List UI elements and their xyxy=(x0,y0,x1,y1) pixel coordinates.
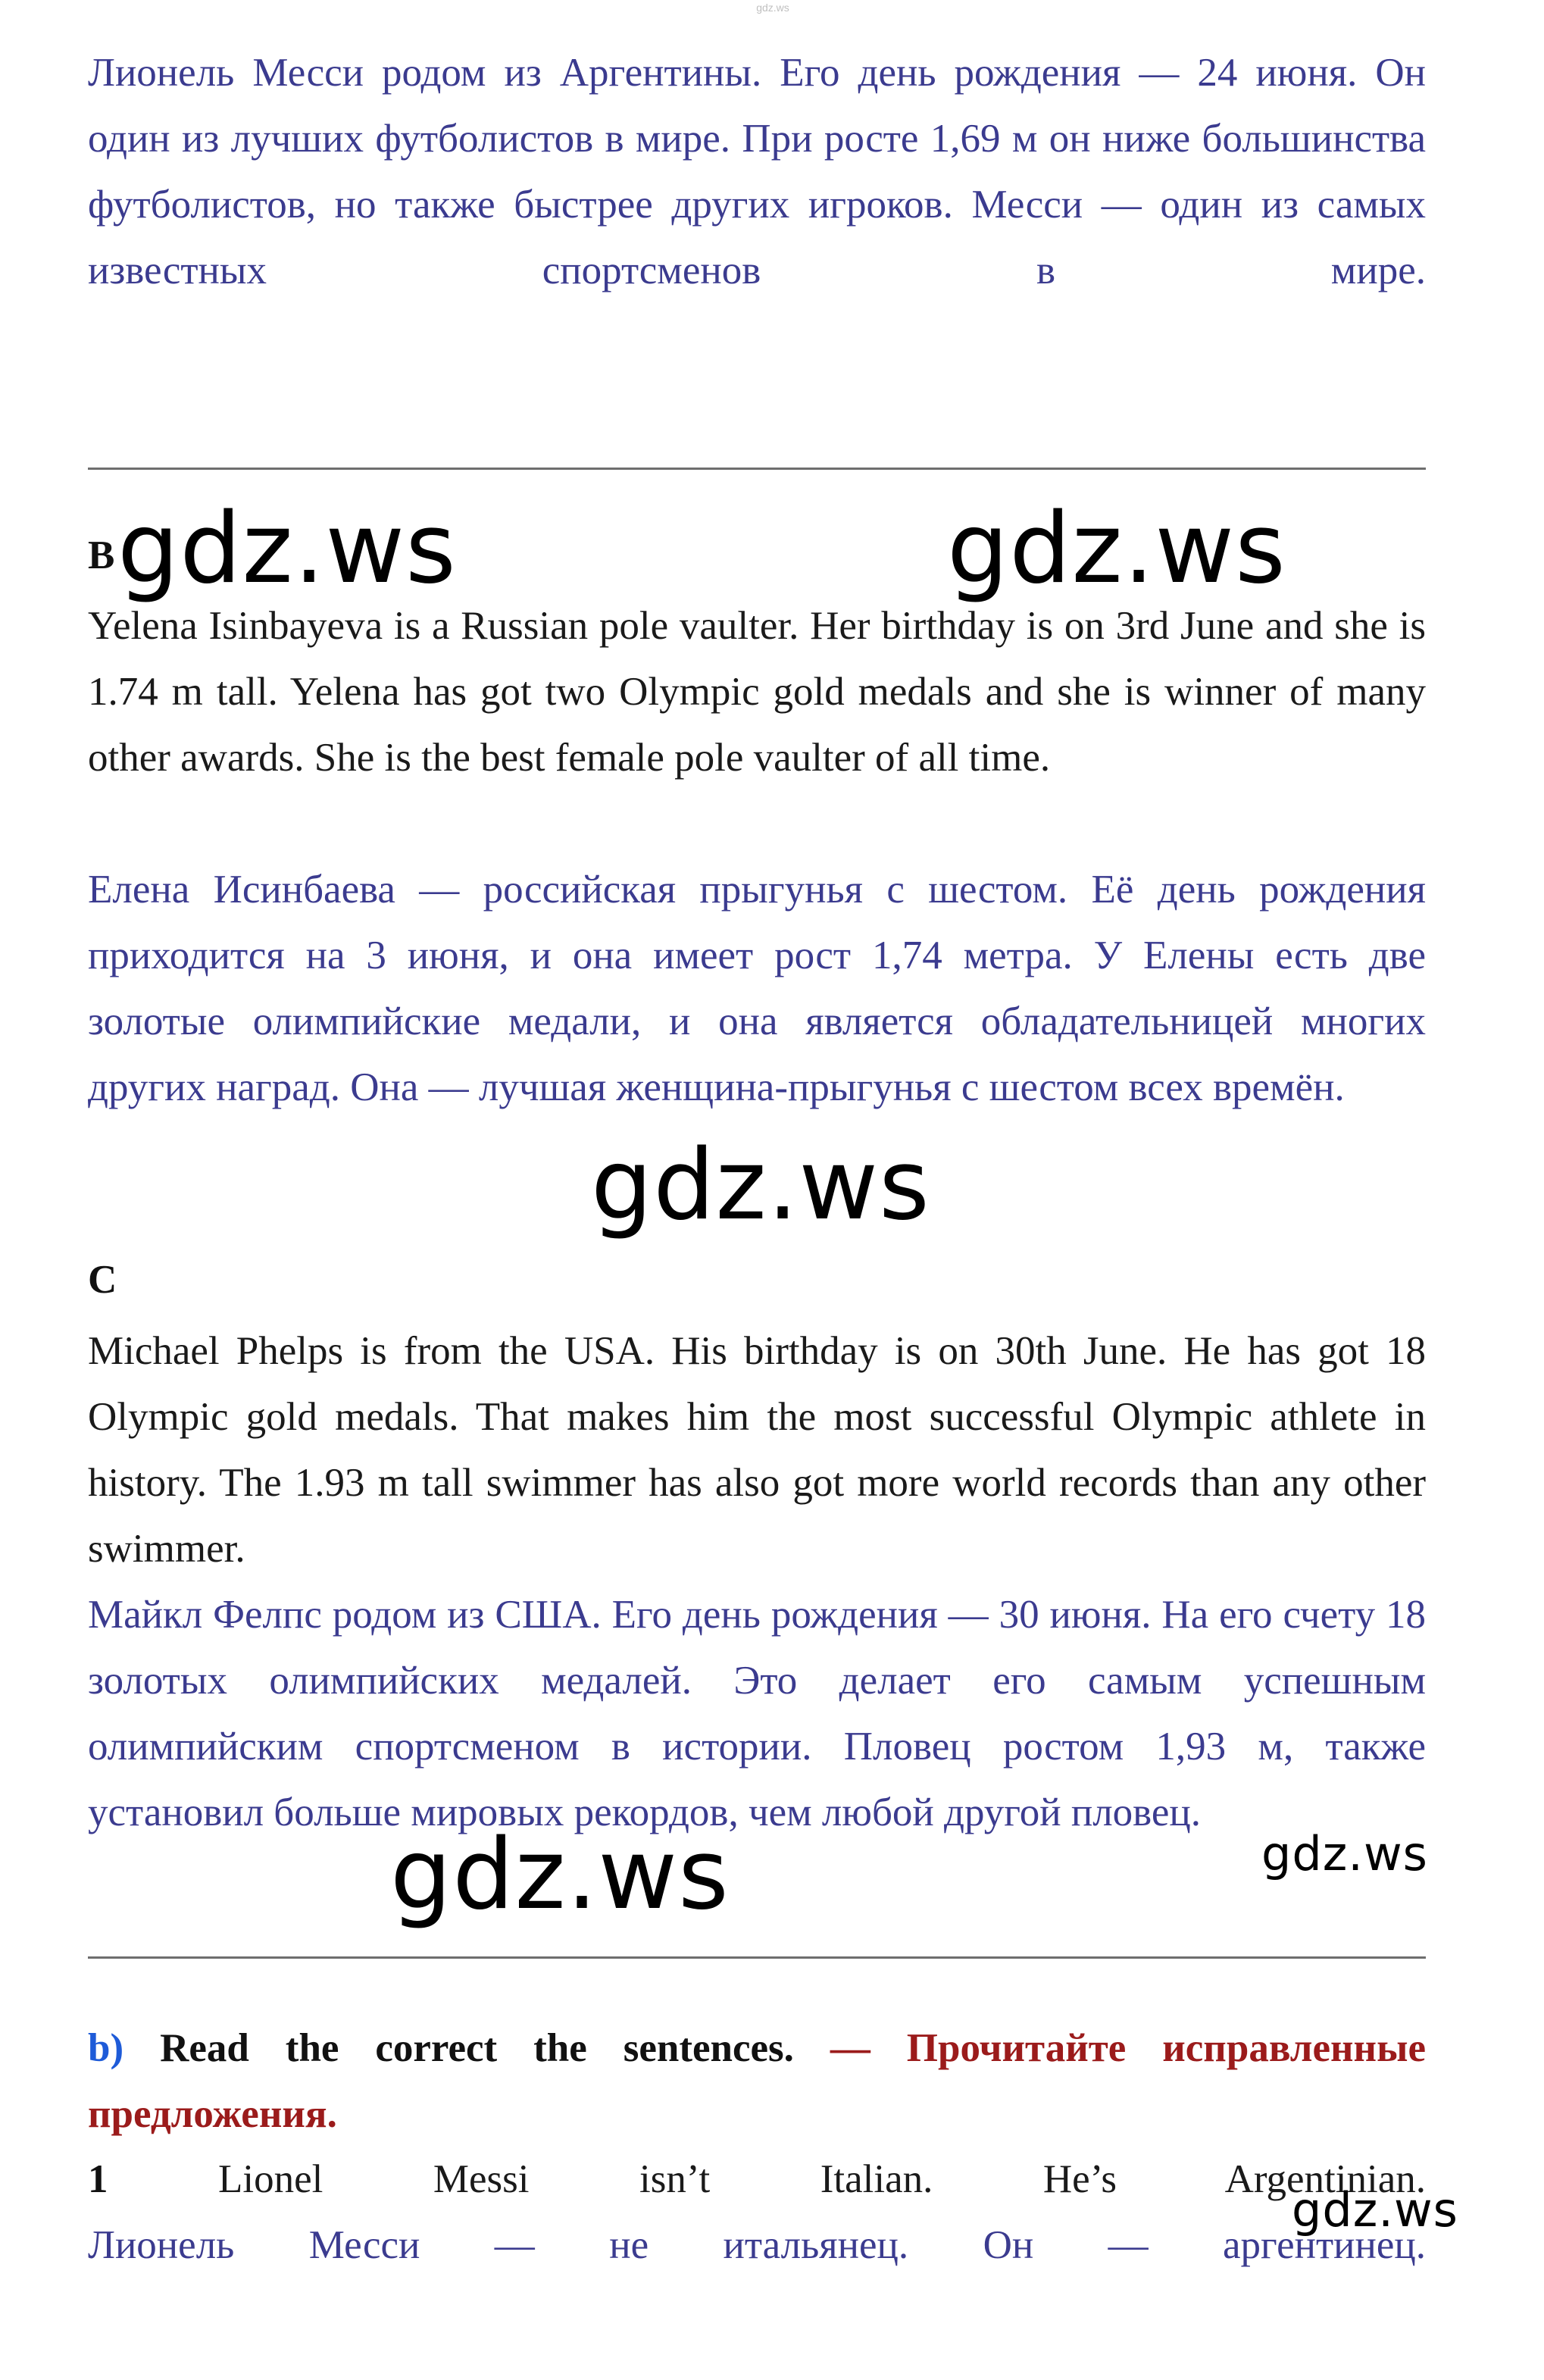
task-b-dash: — xyxy=(830,2026,870,2070)
divider-1 xyxy=(88,468,1426,470)
task-b-russian: Прочитайте исправленные предложения. xyxy=(88,2026,1426,2136)
watermark: gdz.ws xyxy=(117,493,457,605)
section-letter-c: C xyxy=(88,1258,117,1302)
watermark: gdz.ws xyxy=(1261,1826,1428,1881)
divider-2 xyxy=(88,1956,1426,1959)
messi-translation: Лионель Месси родом из Аргентины. Его день рождения — 24 июня. Он один из лучших футболистов в мире. При росте 1,69 м он ниже большинства футболистов, но также быстрее других игроков. Месси — один из самых известных спортсменов в мире. xyxy=(88,51,1426,292)
isinbayeva-text: Yelena Isinbayeva is a Russian pole vaulter. Her birthday is on 3rd June and she is 1.74 m tall. Yelena has got two Olympic gold medals and she is winner of many other awards. She is the best female pole vaulter of all time. xyxy=(88,604,1426,780)
task-b-instruction xyxy=(88,2016,1426,2147)
watermark: gdz.ws xyxy=(591,1129,930,1242)
item-number: 1 xyxy=(88,2157,108,2201)
section-letter-b: B xyxy=(88,533,115,577)
item-1-translation: Лионель Месси — не итальянец. Он — аргентинец. xyxy=(88,2223,1426,2267)
phelps-text: Michael Phelps is from the USA. His birthday is on 30th June. He has got 18 Olympic gold medals. That makes him the most successful Olympic athlete in history. The 1.93 m tall swimmer has also got more world records than any other swimmer. xyxy=(88,1329,1426,1571)
task-b-marker: b) xyxy=(88,2026,124,2070)
item-1-sentence: Lionel Messi isn’t Italian. He’s Argentinian. xyxy=(218,2157,1427,2201)
isinbayeva-translation: Елена Исинбаева — российская прыгунья с шестом. Её день рождения приходится на 3 июня, и она имеет рост 1,74 метра. У Елены есть две золотые олимпийские медали, и она является обладательницей многих других наград. Она — лучшая женщина-прыгунья с шестом всех времён. xyxy=(88,868,1426,1109)
top-watermark: gdz.ws xyxy=(756,2,789,14)
phelps-translation: Майкл Фелпс родом из США. Его день рождения — 30 июня. На его счету 18 золотых олимпийских медалей. Это делает его самым успешным олимпийским спортсменом в истории. Пловец ростом 1,93 м, также установил больше мировых рекордов, чем любой другой пловец. xyxy=(88,1593,1426,1834)
watermark: gdz.ws xyxy=(1292,2182,1458,2238)
watermark: gdz.ws xyxy=(390,1819,730,1931)
task-b-english: Read the correct the sentences. xyxy=(160,2026,794,2070)
item-1-english xyxy=(88,2147,1426,2213)
watermark: gdz.ws xyxy=(947,493,1286,605)
